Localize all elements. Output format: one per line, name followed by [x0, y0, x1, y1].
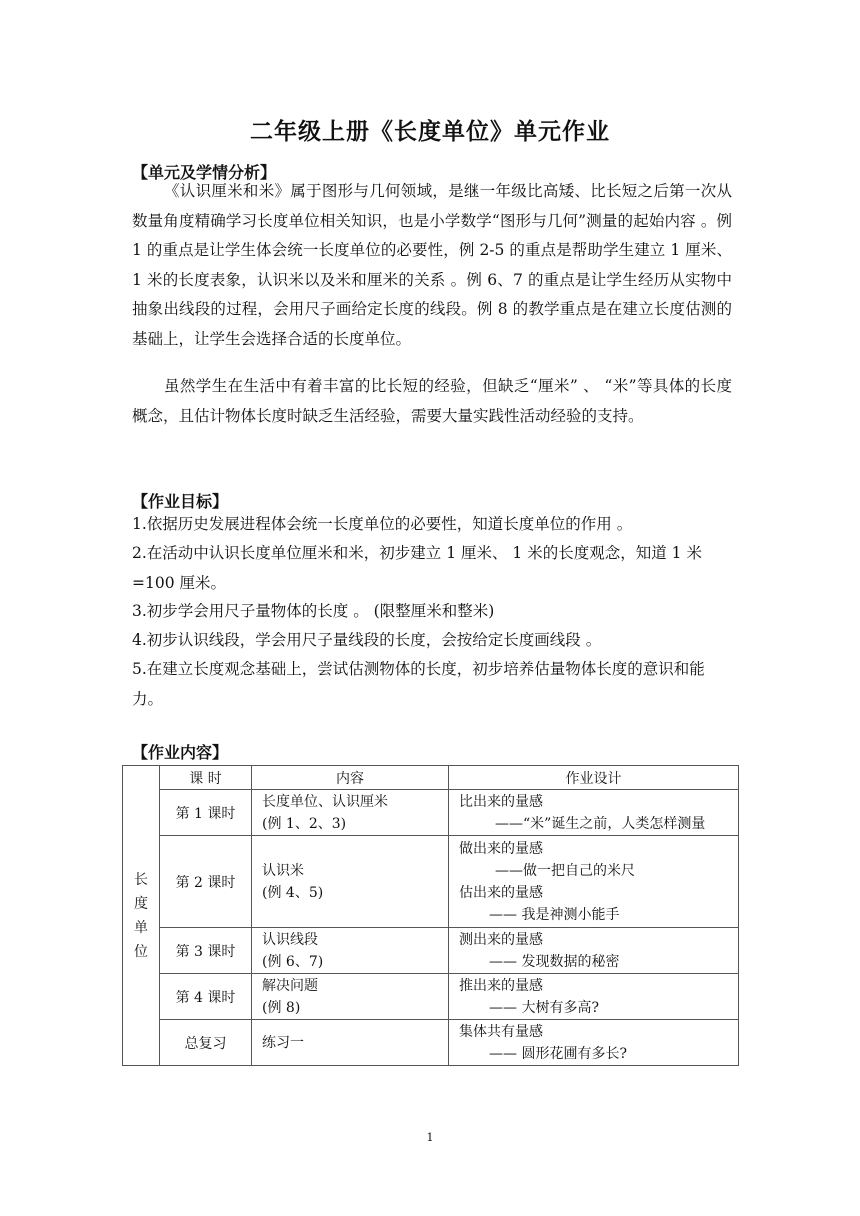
content-cell	[252, 1020, 449, 1066]
table-header-row	[123, 766, 739, 790]
unit-cell	[123, 766, 160, 1066]
design-line: 比出来的量感	[459, 793, 543, 810]
unit-char: 度	[134, 895, 148, 912]
unit-char: 单	[134, 919, 148, 936]
lesson-cell: 总复习	[160, 1020, 252, 1066]
lesson-cell: 第 4 课时	[160, 974, 252, 1020]
header-content: 内容	[252, 766, 449, 790]
content-line: (例 4、5)	[262, 884, 324, 901]
table-row	[123, 1020, 739, 1066]
content-line: (例 1、2、3)	[262, 815, 347, 832]
content-cell	[252, 836, 449, 928]
design-line: 测出来的量感	[459, 931, 543, 948]
lesson-cell: 第 3 课时	[160, 928, 252, 974]
analysis-paragraph-1: 《认识厘米和米》属于图形与几何领域，是继一年级比高矮、比长短之后第一次从数量角度精确学习长度单位相关知识，也是小学数学“图形与几何”测量的起始内容 。例 1 的重点是让学生体会统一长度单位的必要性，例 2-5 的重点是帮助学生建立 1 厘米、 1 米的长度表象，认识米以及米和厘米的关系 。例 6、7 的重点是让学生经历从实物中抽象出线段的过程，会用尺子画给定长度的线段。例 8 的教学重点是在建立长度估测的基础上，让学生会选择合适的长度单位。	[132, 182, 732, 348]
homework-table	[122, 765, 739, 1066]
design-line: —— 我是神测小能手	[489, 906, 620, 923]
design-line: 估出来的量感	[459, 884, 543, 901]
header-design: 作业设计	[449, 766, 739, 790]
design-cell	[449, 836, 739, 928]
design-line: —— 发现数据的秘密	[489, 953, 620, 970]
design-line: 做出来的量感	[459, 840, 543, 857]
content-line: 认识线段	[262, 931, 318, 948]
lesson-cell: 第 2 课时	[160, 836, 252, 928]
unit-char: 位	[134, 943, 148, 960]
analysis-heading: 【单元及学情分析】	[132, 163, 277, 182]
goal-item-1: 1.依据历史发展进程体会统一长度单位的必要性，知道长度单位的作用 。	[132, 515, 633, 533]
unit-char: 长	[134, 871, 148, 888]
page-number: 1	[426, 1131, 434, 1144]
content-cell	[252, 790, 449, 836]
design-cell	[449, 928, 739, 974]
goal-item-4: 4.初步认识线段，学会用尺子量线段的长度，会按给定长度画线段 。	[132, 631, 602, 649]
content-heading: 【作业内容】	[132, 743, 229, 762]
design-cell	[449, 1020, 739, 1066]
content-line: 练习一	[262, 1034, 304, 1051]
table-row	[123, 790, 739, 836]
design-line: 推出来的量感	[459, 977, 543, 994]
design-line: 集体共有量感	[459, 1023, 543, 1040]
content-line: 认识米	[262, 862, 304, 879]
table-row	[123, 974, 739, 1020]
goal-item-2: 2.在活动中认识长度单位厘米和米，初步建立 1 厘米、 1 米的长度观念，知道 1 米=100 厘米。	[132, 544, 702, 592]
table-row	[123, 928, 739, 974]
document-title: 二年级上册《长度单位》单元作业	[250, 119, 610, 145]
design-line: ——做一把自己的米尺	[495, 862, 635, 879]
lesson-cell: 第 1 课时	[160, 790, 252, 836]
content-line: 长度单位、认识厘米	[262, 793, 388, 810]
goal-item-5: 5.在建立长度观念基础上，尝试估测物体的长度，初步培养估量物体长度的意识和能力。	[132, 660, 705, 708]
design-cell	[449, 790, 739, 836]
design-line: —— 大树有多高?	[489, 999, 599, 1016]
goal-item-3: 3.初步学会用尺子量物体的长度 。 (限整厘米和整米)	[132, 602, 495, 620]
content-line: (例 8)	[262, 999, 301, 1016]
design-line: ——“米”诞生之前，人类怎样测量	[495, 815, 706, 832]
analysis-paragraph-2: 虽然学生在生活中有着丰富的比长短的经验，但缺乏“厘米” 、 “米”等具体的长度概念，且估计物体长度时缺乏生活经验，需要大量实践性活动经验的支持。	[132, 377, 732, 425]
content-line: 解决问题	[262, 977, 318, 994]
goals-heading: 【作业目标】	[132, 492, 229, 511]
design-line: —— 圆形花圃有多长?	[489, 1045, 627, 1062]
table-row	[123, 836, 739, 928]
header-lesson: 课 时	[160, 766, 252, 790]
design-cell	[449, 974, 739, 1020]
content-cell	[252, 928, 449, 974]
content-cell	[252, 974, 449, 1020]
content-line: (例 6、7)	[262, 953, 324, 970]
